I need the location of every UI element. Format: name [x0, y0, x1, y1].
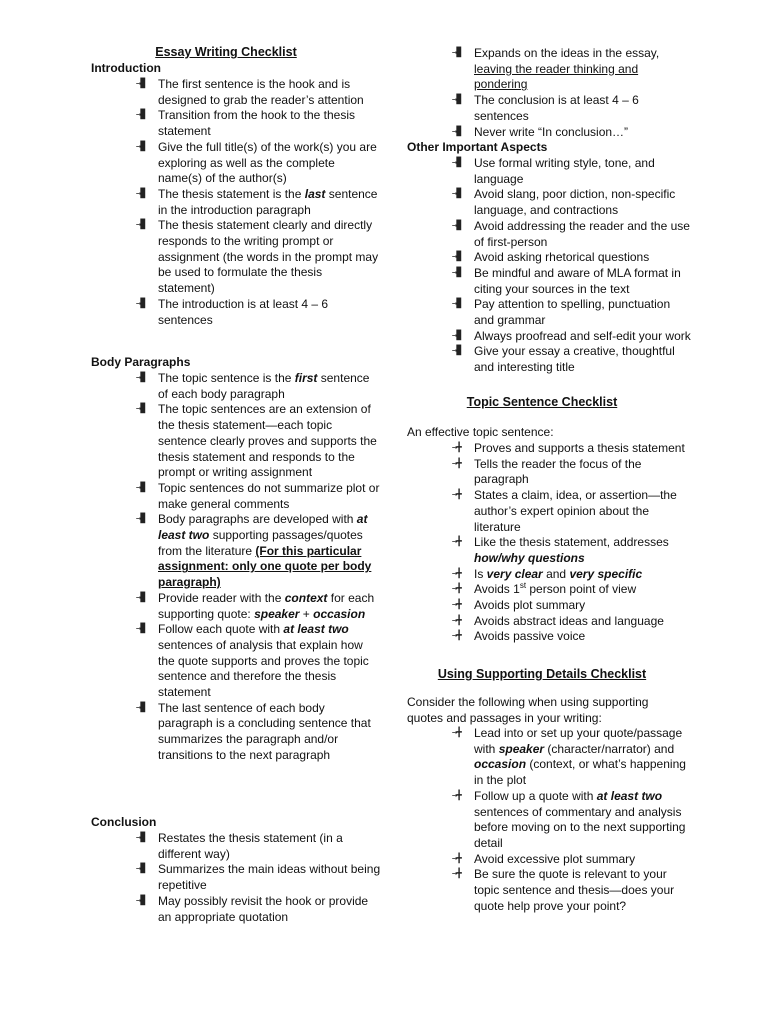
- arrow-bullet-icon: →▉: [452, 299, 461, 310]
- checklist-item: [407, 93, 692, 124]
- checklist-item: [91, 701, 381, 764]
- arrow-bullet-icon: →▉: [452, 267, 461, 278]
- checklist-item: [91, 371, 381, 402]
- item-text-t2: supporting passages/quotes from the literature: [158, 528, 363, 558]
- item-text-em: very clear: [486, 566, 543, 581]
- arrow-bullet-icon: →▉: [452, 126, 461, 137]
- item-text-t: Be sure the quote is relevant to your topic sentence and thesis—does your quote help prove your point?: [474, 867, 675, 913]
- item-text-t: Is: [474, 566, 487, 581]
- other-aspects-list: [407, 156, 692, 376]
- checklist-item: [407, 46, 692, 93]
- checklist-item: [407, 457, 692, 488]
- item-text-t: Summarizes the main ideas without being repetitive: [158, 862, 381, 893]
- arrow-bullet-icon: →▉: [452, 189, 461, 200]
- item-text-t: Avoid slang, poor diction, non-specific language, and contractions: [474, 187, 676, 218]
- checklist-item: [91, 512, 381, 591]
- arrow-bullet-icon: →╋: [452, 631, 461, 642]
- item-text-t: The last sentence of each body paragraph is a concluding sentence that summarizes the paragraph and/or transitions to the next paragraph: [158, 700, 371, 762]
- arrow-bullet-icon: →▉: [136, 895, 145, 906]
- item-text-t: The first sentence is the hook and is designed to grab the reader’s attention: [158, 77, 364, 107]
- item-text-t2: sentence in the introduction paragraph: [158, 186, 378, 217]
- arrow-bullet-icon: →▉: [136, 188, 145, 199]
- section-heading-introduction: Introduction: [91, 61, 161, 75]
- body-paragraphs-list: [91, 371, 381, 764]
- item-text-t: Follow each quote with: [158, 622, 284, 637]
- checklist-item: [91, 218, 381, 297]
- checklist-item: [91, 187, 381, 218]
- item-text-t2: (character/narrator) and: [544, 741, 675, 756]
- item-text-t: Avoids passive voice: [474, 629, 586, 644]
- item-text-t: The thesis statement clearly and directly responds to the writing prompt or assignment (the words in the prompt may be used to formulate the thesis statement): [158, 218, 379, 296]
- topic-sentence-list: [407, 441, 692, 645]
- topic-checklist-title: Topic Sentence Checklist: [466, 395, 618, 409]
- checklist-item: [407, 535, 692, 566]
- item-text-t2: for each supporting quote:: [158, 590, 375, 621]
- supporting-details-list: [407, 726, 692, 914]
- item-text-t: Avoids 1: [474, 582, 520, 597]
- item-text-t: Expands on the ideas in the essay,: [474, 46, 660, 60]
- arrow-bullet-icon: →▉: [136, 79, 145, 89]
- arrow-bullet-icon: →▉: [136, 592, 145, 603]
- arrow-bullet-icon: →╋: [452, 584, 461, 595]
- item-text-em2: occasion: [474, 757, 527, 772]
- item-text-t: Be mindful and aware of MLA format in citing your sources in the text: [474, 265, 681, 296]
- conclusion-continued-list: [407, 46, 692, 140]
- arrow-bullet-icon: →▉: [452, 252, 461, 263]
- checklist-item: [407, 629, 692, 645]
- arrow-bullet-icon: →╋: [452, 537, 461, 548]
- item-text-t: Pay attention to spelling, punctuation and grammar: [474, 297, 671, 328]
- checklist-item: [407, 219, 692, 250]
- arrow-bullet-icon: →▉: [136, 702, 145, 713]
- item-text-em: at least two: [596, 788, 663, 803]
- arrow-bullet-icon: →▉: [136, 864, 145, 875]
- arrow-bullet-icon: →╋: [452, 490, 461, 501]
- item-text-em: last: [304, 186, 326, 201]
- item-text-t: The conclusion is at least 4 – 6 sentences: [474, 93, 639, 123]
- conclusion-list: [91, 831, 381, 925]
- checklist-item: [407, 297, 692, 328]
- arrow-bullet-icon: →▉: [452, 48, 461, 58]
- arrow-bullet-icon: →╋: [452, 869, 461, 880]
- arrow-bullet-icon: →╋: [452, 615, 461, 626]
- details-checklist-title: Using Supporting Details Checklist: [437, 667, 647, 681]
- arrow-bullet-icon: →▉: [136, 514, 145, 525]
- checklist-item: [407, 614, 692, 630]
- item-text-t: Give the full title(s) of the work(s) you are exploring as well as the complete name(s) of the author(s): [158, 139, 377, 186]
- item-text-u: leaving the reader thinking and pondering: [474, 61, 639, 92]
- checklist-item: [407, 187, 692, 218]
- item-text-t: Give your essay a creative, thoughtful and interesting title: [474, 344, 675, 375]
- item-text-t2: sentence of each body paragraph: [158, 371, 370, 401]
- item-text-t: The topic sentences are an extension of the thesis statement—each topic sentence clearly proves and supports the thesis statement and responds to the prompt or writing assignment: [158, 402, 377, 480]
- item-text-t: Follow up a quote with: [474, 788, 597, 803]
- item-text-t: Topic sentences do not summarize plot or make general comments: [158, 480, 380, 511]
- arrow-bullet-icon: →╋: [452, 600, 461, 611]
- item-text-t: Avoid excessive plot summary: [474, 851, 636, 866]
- arrow-bullet-icon: →▉: [452, 330, 461, 341]
- arrow-bullet-icon: →▉: [136, 404, 145, 415]
- arrow-bullet-icon: →▉: [452, 158, 461, 168]
- item-text-t: Proves and supports a thesis statement: [474, 441, 685, 455]
- superscript: st: [519, 581, 527, 591]
- checklist-item: [407, 488, 692, 535]
- arrow-bullet-icon: →▉: [136, 624, 145, 635]
- item-text-t: Use formal writing style, tone, and language: [474, 156, 655, 186]
- checklist-item: [91, 108, 381, 139]
- checklist-item: [407, 441, 692, 457]
- checklist-item: [91, 831, 381, 862]
- section-heading-other-aspects: Other Important Aspects: [407, 140, 548, 154]
- checklist-item: [407, 125, 692, 141]
- checklist-item: [91, 591, 381, 622]
- checklist-item: [407, 250, 692, 266]
- item-text-em: speaker: [498, 741, 545, 756]
- item-text-em: first: [294, 371, 318, 385]
- checklist-item: [407, 266, 692, 297]
- item-text-t3: +: [299, 606, 314, 621]
- checklist-item: [407, 567, 692, 583]
- item-text-t: Always proofread and self-edit your work: [474, 328, 691, 343]
- arrow-bullet-icon: →╋: [452, 458, 461, 469]
- item-text-t: Like the thesis statement, addresses: [474, 535, 669, 550]
- essay-checklist-title: Essay Writing Checklist: [155, 45, 297, 59]
- checklist-item: [91, 622, 381, 701]
- arrow-bullet-icon: →▉: [136, 482, 145, 493]
- arrow-bullet-icon: →▉: [136, 833, 145, 843]
- introduction-list: [91, 77, 381, 328]
- item-text-em2: very specific: [569, 566, 643, 581]
- item-text-t2: sentences of commentary and analysis before moving on to the next supporting detail: [474, 804, 686, 850]
- item-text-t: Provide reader with the: [158, 590, 285, 605]
- arrow-bullet-icon: →▉: [452, 220, 461, 231]
- checklist-item: [407, 726, 692, 789]
- item-text-t: The introduction is at least 4 – 6 sentences: [158, 296, 329, 327]
- item-text-bu: (For this particular assignment: only one quote per body paragraph): [158, 543, 372, 590]
- checklist-item: [91, 481, 381, 512]
- arrow-bullet-icon: →▉: [136, 141, 145, 152]
- item-text-em3: occasion: [313, 606, 366, 621]
- arrow-bullet-icon: →▉: [452, 95, 461, 106]
- item-text-em: how/why questions: [474, 550, 585, 565]
- checklist-item: [407, 852, 692, 868]
- arrow-bullet-icon: →▉: [136, 220, 145, 231]
- item-text-t: Transition from the hook to the thesis statement: [158, 108, 355, 139]
- topic-intro: An effective topic sentence:: [407, 425, 554, 439]
- arrow-bullet-icon: →╋: [452, 790, 461, 801]
- checklist-item: [407, 867, 692, 914]
- item-text-em: at least two: [158, 512, 368, 543]
- checklist-item: [407, 789, 692, 852]
- item-text-t2: person point of view: [526, 582, 637, 597]
- arrow-bullet-icon: →╋: [452, 853, 461, 864]
- item-text-em2: speaker: [254, 606, 300, 621]
- checklist-item: [91, 862, 381, 893]
- item-text-em: context: [284, 590, 328, 605]
- arrow-bullet-icon: →▉: [452, 346, 461, 357]
- item-text-t: Tells the reader the focus of the paragraph: [474, 456, 642, 487]
- checklist-item: [407, 156, 692, 187]
- item-text-t: States a claim, idea, or assertion—the author’s expert opinion about the literature: [474, 488, 677, 534]
- item-text-t: Avoid addressing the reader and the use of first-person: [474, 218, 690, 249]
- arrow-bullet-icon: →╋: [452, 443, 461, 453]
- checklist-item: [407, 344, 692, 375]
- item-text-t: Never write “In conclusion…”: [474, 124, 629, 139]
- checklist-item: [91, 77, 381, 108]
- checklist-item: [407, 329, 692, 345]
- item-text-t: May possibly revisit the hook or provide an appropriate quotation: [158, 893, 369, 924]
- details-intro: Consider the following when using supporting quotes and passages in your writing:: [407, 695, 649, 725]
- item-text-t: Body paragraphs are developed with: [158, 512, 357, 527]
- item-text-t: The thesis statement is the: [158, 186, 305, 201]
- item-text-t: Avoids plot summary: [474, 598, 586, 613]
- checklist-item: [91, 894, 381, 925]
- checklist-item: [407, 598, 692, 614]
- item-text-t: Restates the thesis statement (in a different way): [158, 831, 343, 861]
- checklist-item: [91, 140, 381, 187]
- item-text-t: Avoids abstract ideas and language: [474, 613, 664, 628]
- item-text-em: at least two: [283, 622, 349, 637]
- arrow-bullet-icon: →▉: [136, 110, 145, 121]
- arrow-bullet-icon: →╋: [452, 728, 461, 738]
- checklist-item: [407, 582, 692, 598]
- arrow-bullet-icon: →╋: [452, 568, 461, 579]
- arrow-bullet-icon: →▉: [136, 373, 145, 383]
- item-text-t: The topic sentence is the: [158, 371, 295, 385]
- item-text-t: Avoid asking rhetorical questions: [474, 250, 650, 265]
- item-text-t3: (context, or what’s happening in the plot: [474, 757, 686, 788]
- section-heading-body-paragraphs: Body Paragraphs: [91, 355, 191, 369]
- checklist-item: [91, 297, 381, 328]
- arrow-bullet-icon: →▉: [136, 298, 145, 309]
- checklist-item: [91, 402, 381, 481]
- section-heading-conclusion: Conclusion: [91, 815, 157, 829]
- item-text-t2: and: [542, 566, 570, 581]
- item-text-t: Lead into or set up your quote/passage with: [474, 726, 683, 756]
- item-text-t2: sentences of analysis that explain how the quote supports and proves the topic sentence and therefore the thesis statement: [158, 637, 369, 700]
